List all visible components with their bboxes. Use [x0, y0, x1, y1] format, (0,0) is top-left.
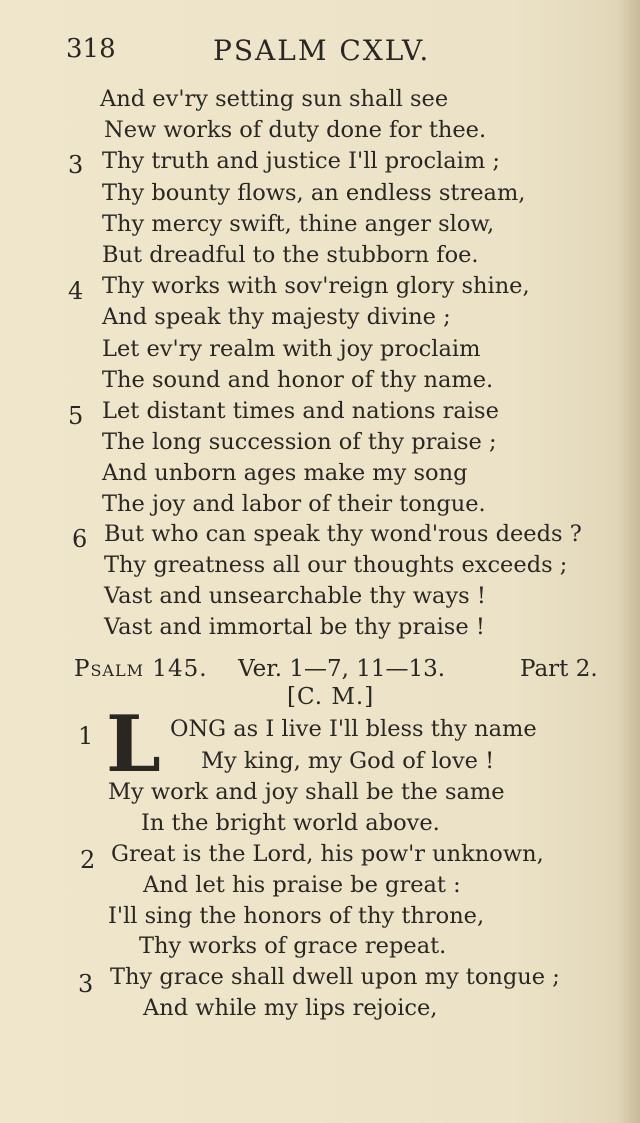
hymn-line: In the bright world above.	[141, 810, 440, 836]
page-gutter-shadow	[618, 0, 640, 1123]
hymn-line: Thy bounty flows, an endless stream,	[102, 180, 526, 206]
hymn-line: Thy mercy swift, thine anger slow,	[102, 211, 495, 237]
verse-number: 6	[72, 525, 88, 553]
drop-cap: L	[106, 699, 161, 790]
hymn-line: Let distant times and nations raise	[102, 398, 499, 424]
page-number: 318	[66, 34, 116, 64]
hymn-line: And let his praise be great :	[143, 872, 461, 898]
hymn-line: New works of duty done for thee.	[104, 117, 487, 143]
hymn-line: The sound and honor of thy name.	[102, 367, 494, 393]
hymn-line: The long succession of thy praise ;	[102, 429, 497, 455]
running-title: PSALM CXLV.	[213, 34, 431, 67]
hymn-line: ONG as I live I'll bless thy name	[170, 716, 537, 742]
hymn-line: My king, my God of love !	[201, 748, 495, 774]
hymn-line: Thy works with sov'reign glory shine,	[102, 273, 530, 299]
verse-number: 1	[78, 722, 94, 750]
verse-number: 3	[78, 970, 94, 998]
part-label: Part 2.	[520, 656, 598, 682]
hymn-line: And unborn ages make my song	[102, 460, 468, 486]
hymn-line: I'll sing the honors of thy throne,	[108, 903, 485, 929]
meter-label: [C. M.]	[287, 684, 375, 710]
hymn-line: Thy works of grace repeat.	[139, 933, 447, 959]
verse-number: 4	[68, 277, 84, 305]
hymn-line: Let ev'ry realm with joy proclaim	[102, 336, 481, 362]
verse-range: Ver. 1—7, 11—13.	[238, 656, 446, 682]
psalm-title: Psalm 145.	[74, 656, 208, 682]
verse-number: 5	[68, 402, 84, 430]
hymn-line: Thy greatness all our thoughts exceeds ;	[104, 552, 568, 578]
hymn-line: And ev'ry setting sun shall see	[100, 86, 449, 112]
hymn-line: But who can speak thy wond'rous deeds ?	[104, 521, 582, 547]
hymn-line: Thy grace shall dwell upon my tongue ;	[110, 964, 560, 990]
hymn-line: Thy truth and justice I'll proclaim ;	[102, 148, 500, 174]
page-header	[0, 26, 640, 76]
verse-number: 2	[80, 846, 96, 874]
hymn-line: Great is the Lord, his pow'r unknown,	[111, 841, 544, 867]
hymn-line: My work and joy shall be the same	[108, 779, 505, 805]
hymn-line: Vast and unsearchable thy ways !	[104, 583, 486, 609]
hymn-line: Vast and immortal be thy praise !	[104, 614, 485, 640]
hymn-line: But dreadful to the stubborn foe.	[102, 242, 479, 268]
psalm-heading	[74, 656, 445, 682]
hymn-line: The joy and labor of their tongue.	[102, 491, 486, 517]
hymn-line: And while my lips rejoice,	[143, 995, 438, 1021]
hymn-line: And speak thy majesty divine ;	[102, 304, 451, 330]
verse-number: 3	[68, 151, 84, 179]
